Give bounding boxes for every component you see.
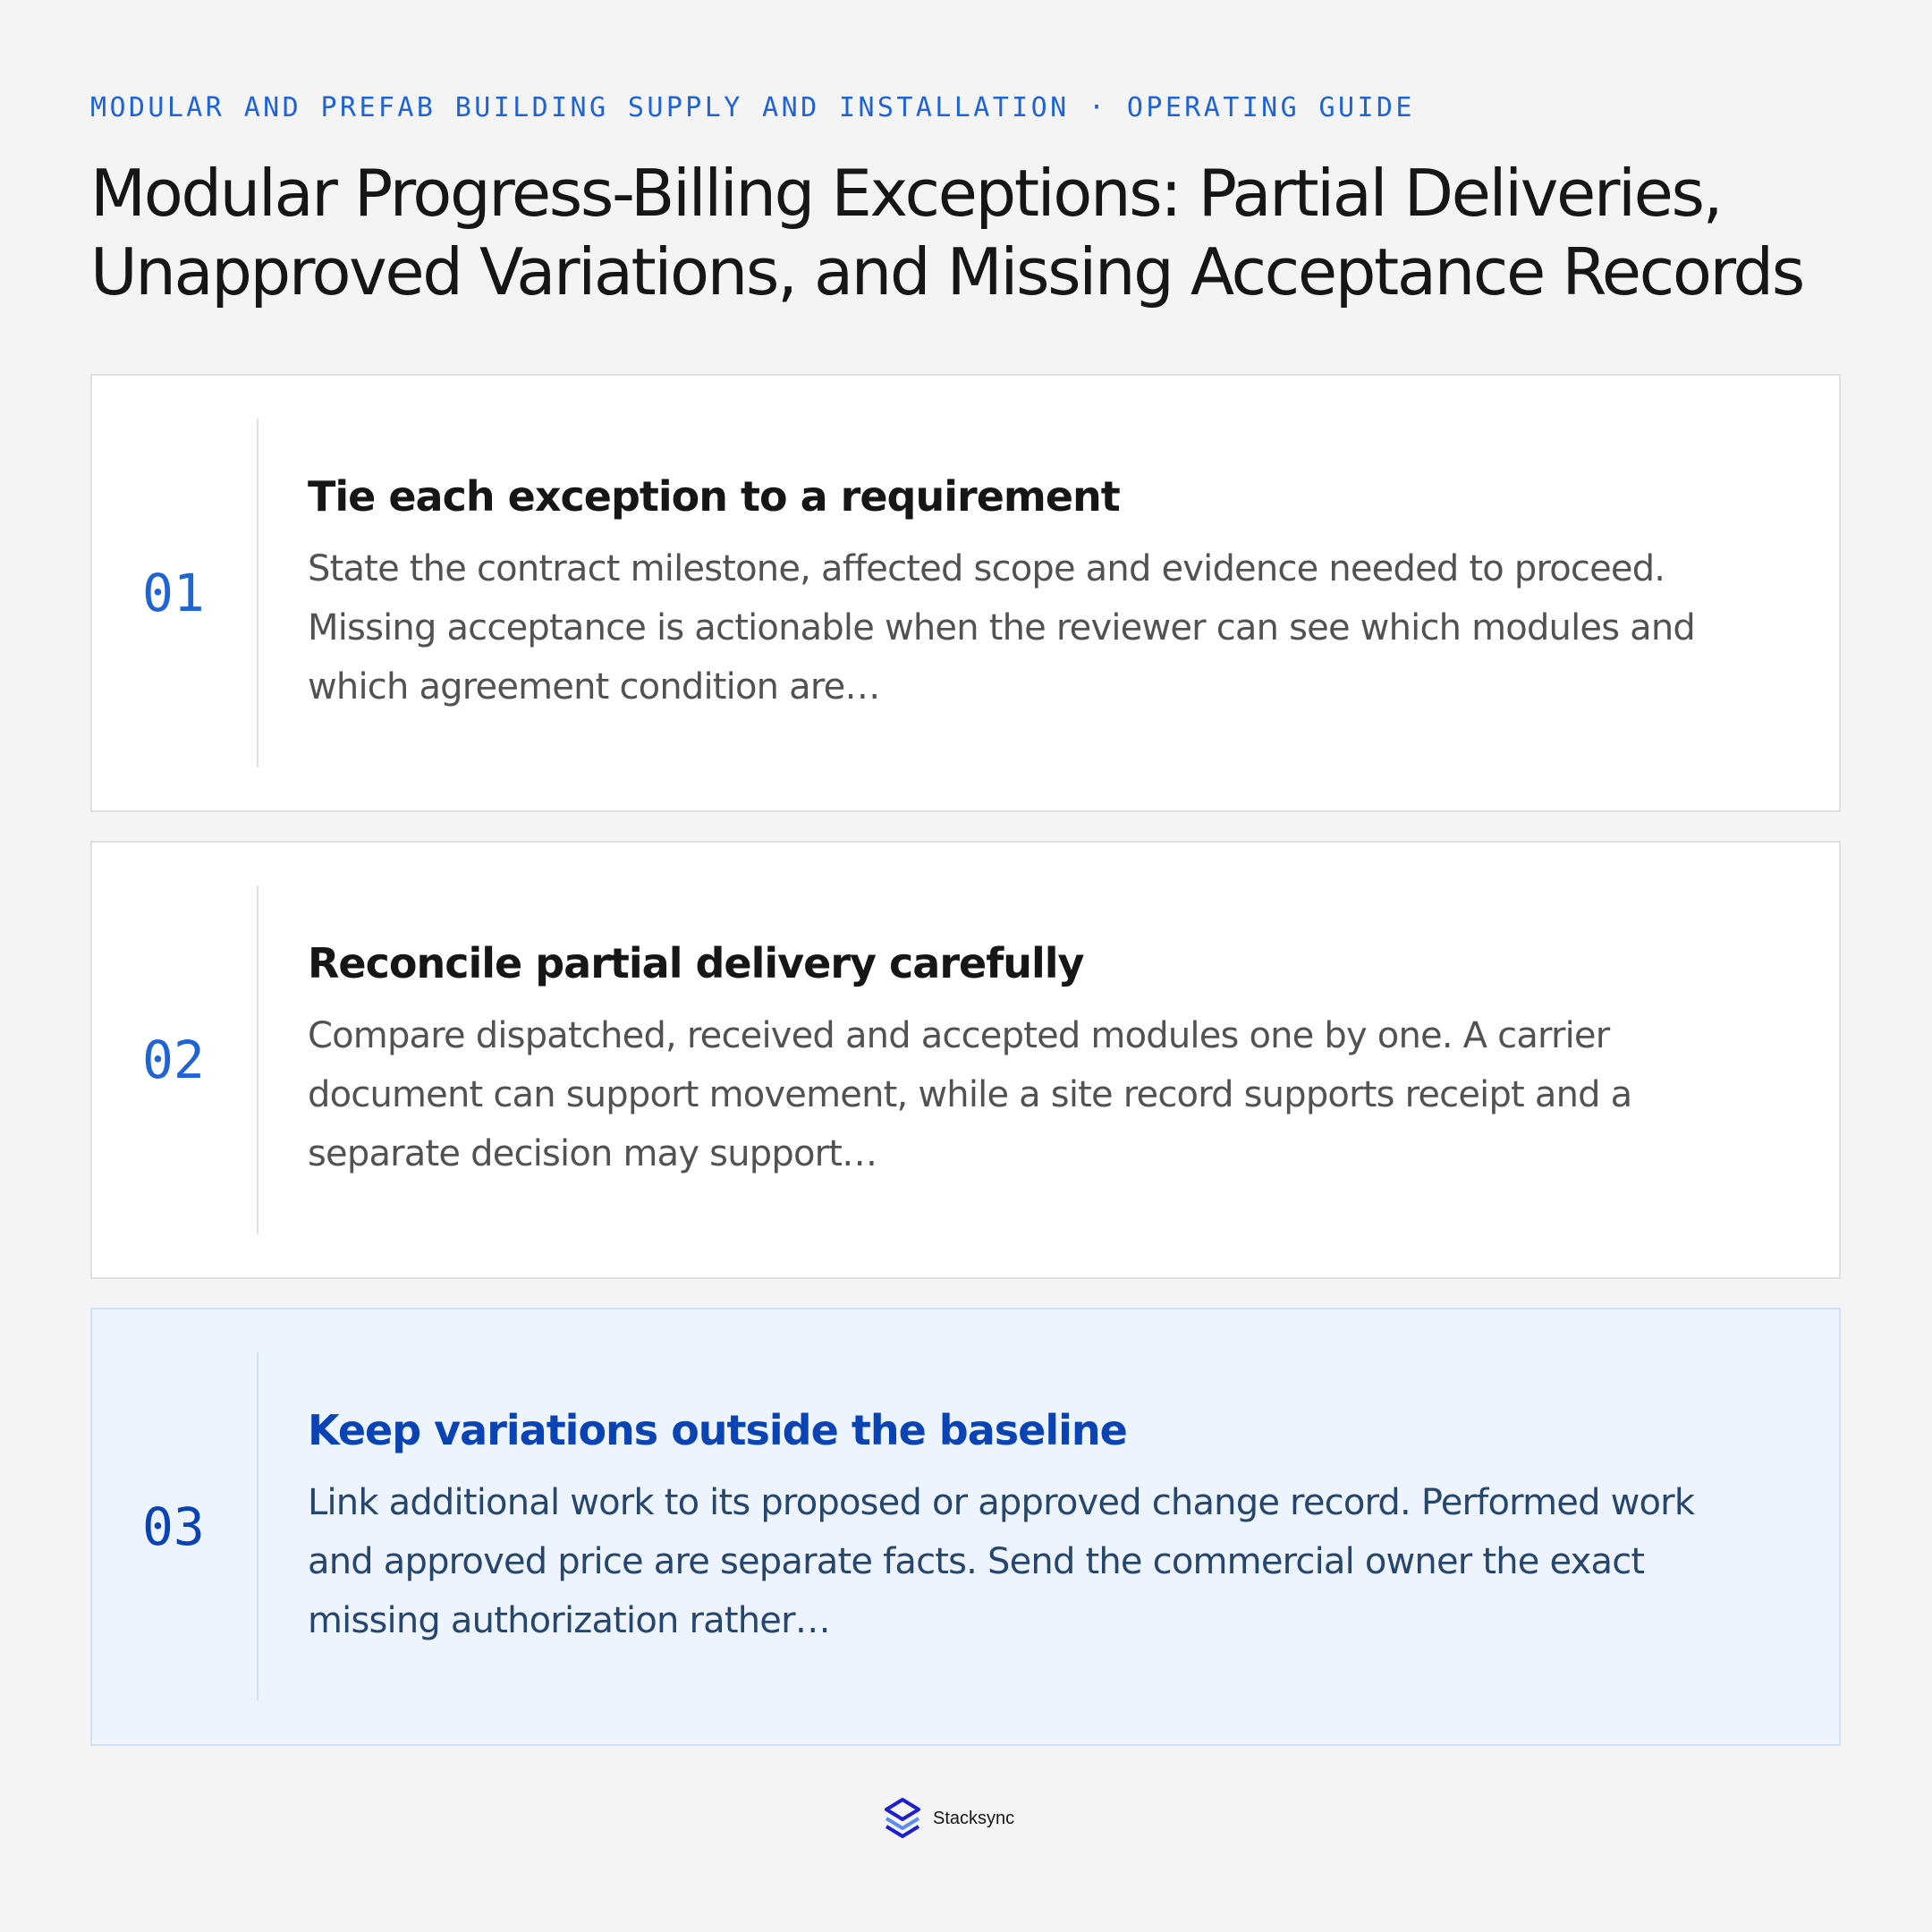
step-title: Reconcile partial delivery carefully [308, 939, 1084, 987]
divider [257, 419, 258, 767]
footer-brand [883, 1796, 1014, 1841]
page-title: Modular Progress-Billing Exceptions: Partial Deliveries, Unapproved Variations, and Missing Acceptance Records [90, 156, 1803, 309]
step-card-1 [90, 374, 1841, 812]
stacksync-logo-icon [883, 1796, 922, 1841]
step-content [308, 376, 1703, 810]
eyebrow: MODULAR AND PREFAB BUILDING SUPPLY AND INSTALLATION · OPERATING GUIDE [90, 92, 1415, 123]
step-content [308, 843, 1703, 1277]
brand-name: Stacksync [933, 1808, 1015, 1828]
step-body: Link additional work to its proposed or approved change record. Performed work and approved price are separate facts. Send the commercial owner the exact missing authorization rather… [308, 1482, 1695, 1641]
step-number: 01 [142, 563, 205, 623]
step-content [308, 1309, 1703, 1744]
step-body: Compare dispatched, received and accepted modules one by one. A carrier document can support movement, while a site record supports receipt and a separate decision may support… [308, 1015, 1632, 1174]
step-card-2 [90, 841, 1841, 1279]
step-card-3 [90, 1308, 1841, 1746]
step-title: Tie each exception to a requirement [308, 472, 1120, 521]
divider [257, 1352, 258, 1701]
divider [257, 886, 258, 1234]
step-body: State the contract milestone, affected scope and evidence needed to proceed. Missing acceptance is actionable when the reviewer can see which modules and which agreement condition are… [308, 548, 1696, 708]
step-number: 03 [142, 1496, 205, 1557]
step-title: Keep variations outside the baseline [308, 1406, 1127, 1454]
step-number: 02 [142, 1030, 205, 1090]
